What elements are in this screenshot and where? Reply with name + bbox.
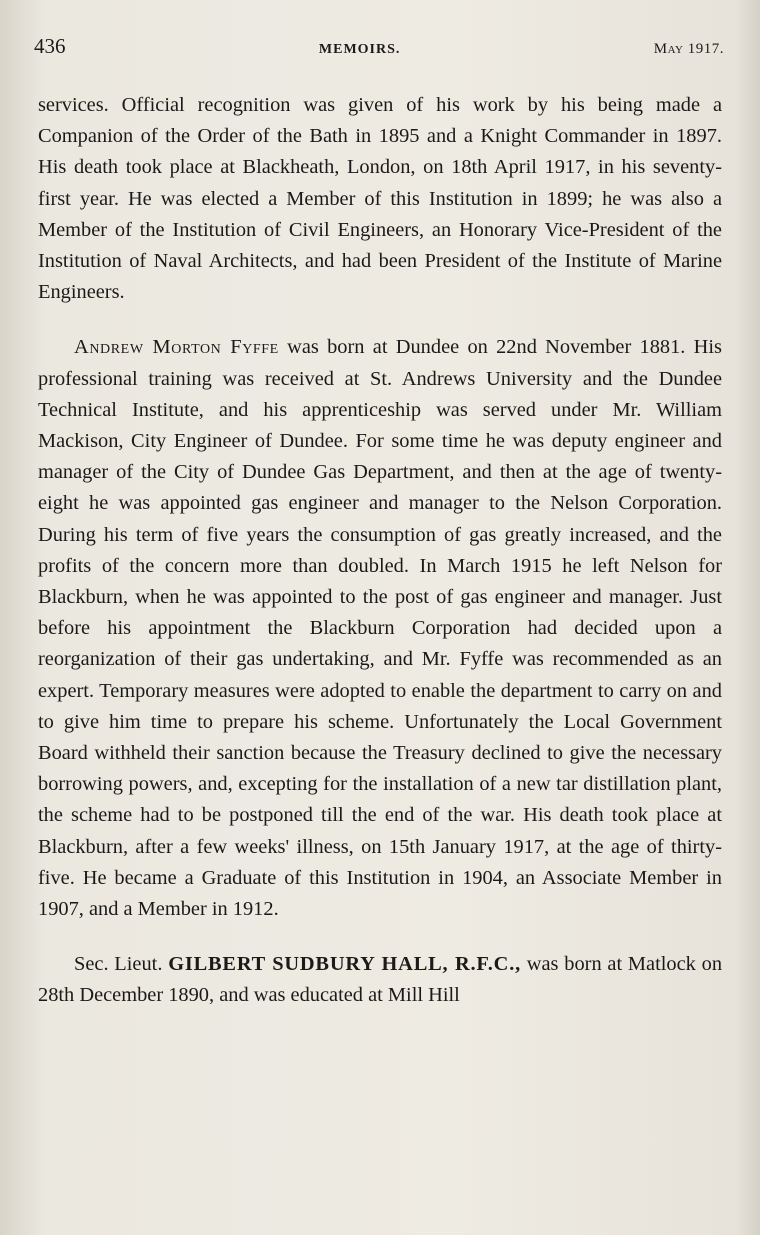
page-edge-shadow	[736, 0, 760, 1235]
page-number: 436	[34, 34, 66, 58]
memoir-paragraph-continuation: services. Official recognition was given of his work by his being made a Companion of the Order of the Bath in 1895 and a Knight Commander in 1897. His death took place at Blackheath, London, on 18th April 1917, in his seventy-first year. He was elected a Member of this Institution in 1899; he was also a Member of the Institution of Civil Engineers, an Honorary Vice-President of the Institution of Naval Architects, and had been President of the Institute of Marine Engineers.	[38, 94, 722, 304]
memoir-text	[38, 90, 722, 1012]
memoir-paragraph-hall	[38, 949, 722, 1011]
running-header	[34, 34, 724, 60]
running-date: May 1917.	[653, 41, 724, 57]
memoir-paragraph-fyffe-text: was born at Dundee on 22nd November 1881. His professional training was received at St. Andrews University and the Dundee Technical Institute, and his apprenticeship was served under Mr. William Mackison, City Engineer of Dundee. For some time he was deputy engineer and manager of the City of Dundee Gas Department, and then at the age of twenty-eight he was appointed gas engineer and manager to the Nelson Corporation. During his term of five years the consumption of gas greatly increased, and the profits of the concern more than doubled. In March 1915 he left Nelson for Blackburn, when he was appointed to the post of gas engineer and manager. Just before his appointment the Blackburn Corporation had decided upon a reorganization of their gas undertaking, and Mr. Fyffe was recommended as an expert. Temporary measures were adopted to enable the department to carry on and to give him time to prepare his scheme. Unfortunately the Local Government Board withheld their sanction because the Treasury declined to give the necessary borrowing powers, and, excepting for the installation of a new tar distillation plant, the scheme had to be postponed till the end of the war. His death took place at Blackburn, after a few weeks' illness, on 15th January 1917, at the age of thirty-five. He became a Graduate of this Institution in 1904, an Associate Member in 1907, and a Member in 1912.	[38, 336, 722, 921]
memoir-paragraph-fyffe	[38, 332, 722, 925]
memoir-rank: Sec. Lieut.	[74, 953, 163, 976]
memoir-subject-name: Andrew Morton Fyffe	[74, 336, 279, 359]
running-title: MEMOIRS.	[318, 42, 401, 57]
memoir-paragraph-hall-text: was born at Matlock on 28th December 1890, and was educated at Mill Hill	[38, 953, 723, 1007]
memoir-subject-name: GILBERT SUDBURY HALL, R.F.C.,	[168, 953, 521, 976]
